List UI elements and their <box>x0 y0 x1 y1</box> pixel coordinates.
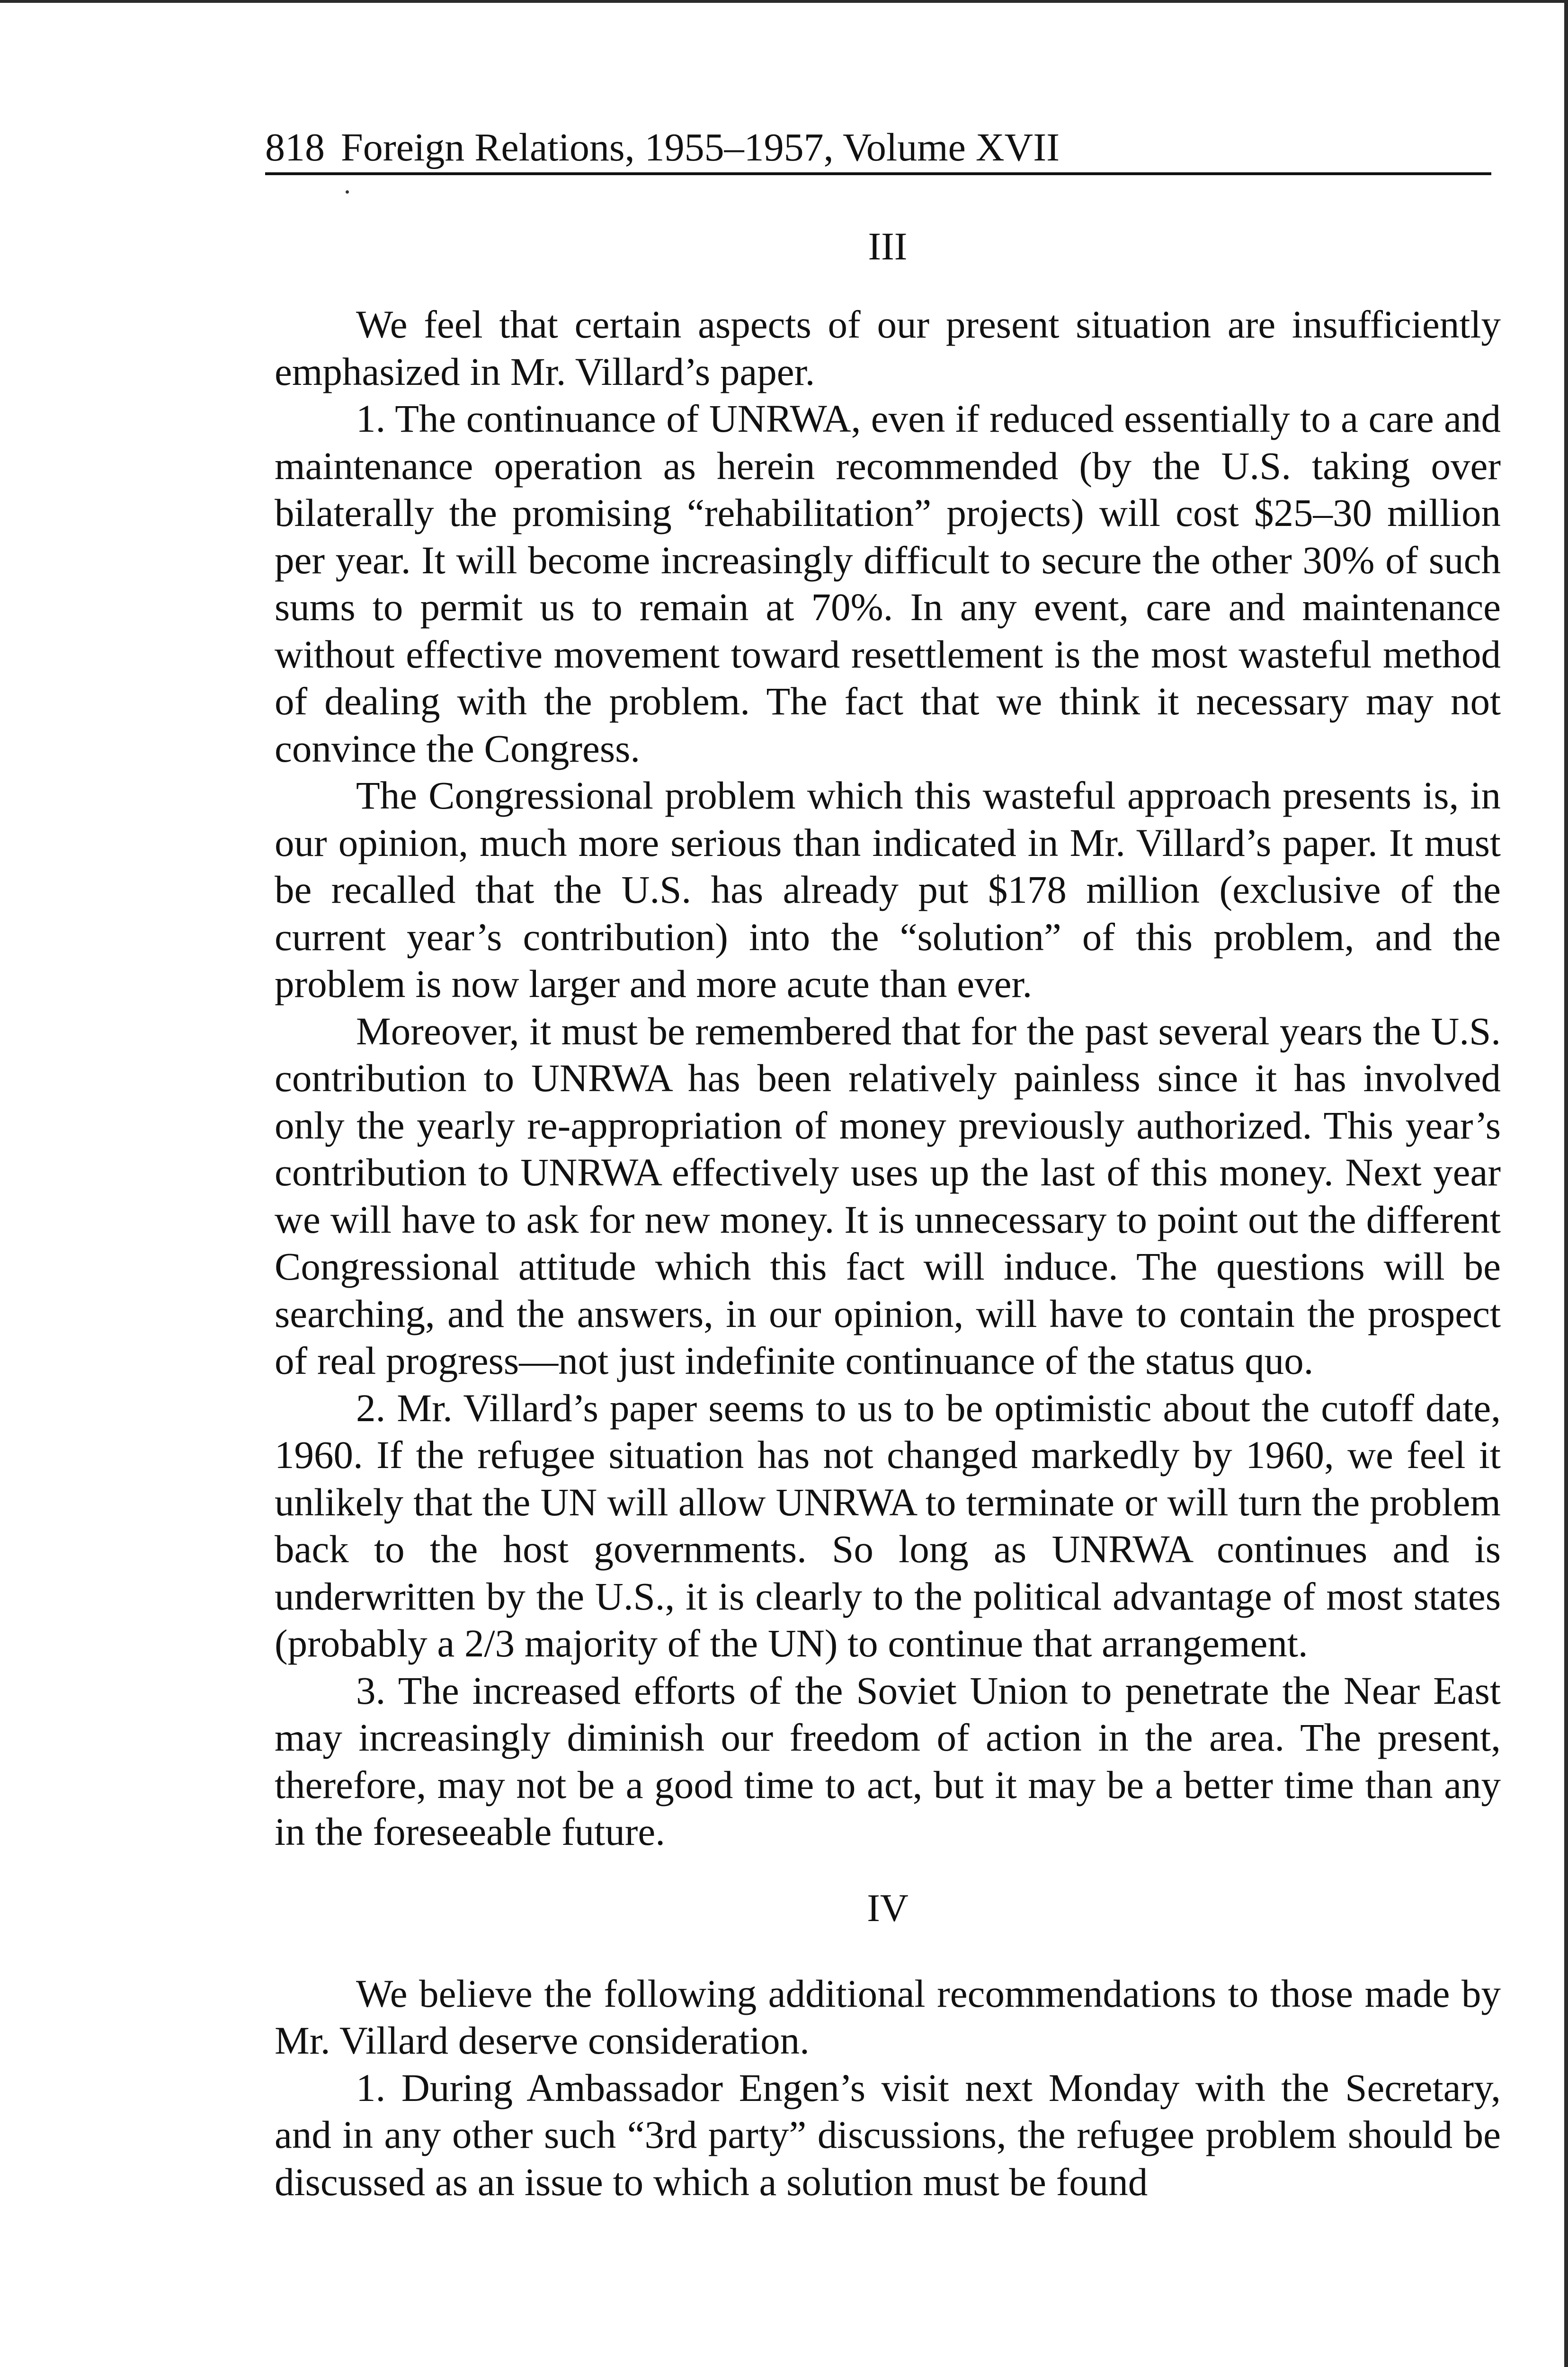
running-title: Foreign Relations, 1955–1957, Volume XVII <box>341 125 1060 169</box>
scan-edge-right <box>1564 0 1568 2367</box>
scan-speck <box>346 190 349 194</box>
page-number: 818 <box>265 125 325 169</box>
paragraph: We feel that certain aspects of our present situation are insufficiently emphasized in Mr. Villard’s paper. <box>275 303 1501 393</box>
section-heading-iii: III <box>868 224 908 268</box>
paragraph: We believe the following additional recommendations to those made by Mr. Villard deserve consideration. <box>275 1971 1501 2062</box>
section-heading-iv: IV <box>867 1886 909 1930</box>
paragraph: 2. Mr. Villard’s paper seems to us to be optimistic about the cutoff date, 1960. If the refugee situation has not changed markedly by 1960, we feel it unlikely that the UN will allow UNRWA to terminate or will turn the problem back to the host governments. So long as UNRWA continues and is underwritten by the U.S., it is clearly to the political advantage of most states (probably a 2/3 majority of the UN) to continue that arrangement. <box>275 1386 1501 1665</box>
paragraph: 1. The continuance of UNRWA, even if reduced essentially to a care and maintenance operation as herein recommended (by the U.S. taking over bilaterally the promising “rehabilitation” projects) will cost $25–30 million per year. It will become increasingly difficult to secure the other 30% of such sums to permit us to remain at 70%. In any event, care and maintenance without effective movement toward resettlement is the most wasteful method of dealing with the problem. The fact that we think it necessary may not convince the Congress. <box>275 397 1501 770</box>
page-body <box>275 222 1501 2206</box>
paragraph: 3. The increased efforts of the Soviet Union to penetrate the Near East may increasingly diminish our freedom of action in the area. The present, therefore, may not be a good time to act, but it may be a better time than any in the foreseeable future. <box>275 1668 1501 1853</box>
header-rule <box>265 172 1491 175</box>
running-head <box>265 124 1491 171</box>
paragraph: Moreover, it must be remembered that for the past several years the U.S. contribution to UNRWA has been relatively painless since it has involved only the yearly re-appropriation of money previously authorized. This year’s contribution to UNRWA effectively uses up the last of this money. Next year we will have to ask for new money. It is unnecessary to point out the different Congressional attitude which this fact will induce. The questions will be searching, and the answers, in our opinion, will have to contain the prospect of real progress—not just indefinite continuance of the status quo. <box>275 1009 1501 1382</box>
paragraph: 1. During Ambassador Engen’s visit next Monday with the Secretary, and in any other such “3rd party” discussions, the refugee problem should be discussed as an issue to which a solution must be found <box>275 2065 1501 2204</box>
scan-edge-top <box>0 0 1568 3</box>
paragraph: The Congressional problem which this wasteful approach presents is, in our opinion, much more serious than indicated in Mr. Villard’s paper. It must be recalled that the U.S. has already put $178 million (exclusive of the current year’s contribution) into the “solution” of this problem, and the problem is now larger and more acute than ever. <box>275 774 1501 1006</box>
